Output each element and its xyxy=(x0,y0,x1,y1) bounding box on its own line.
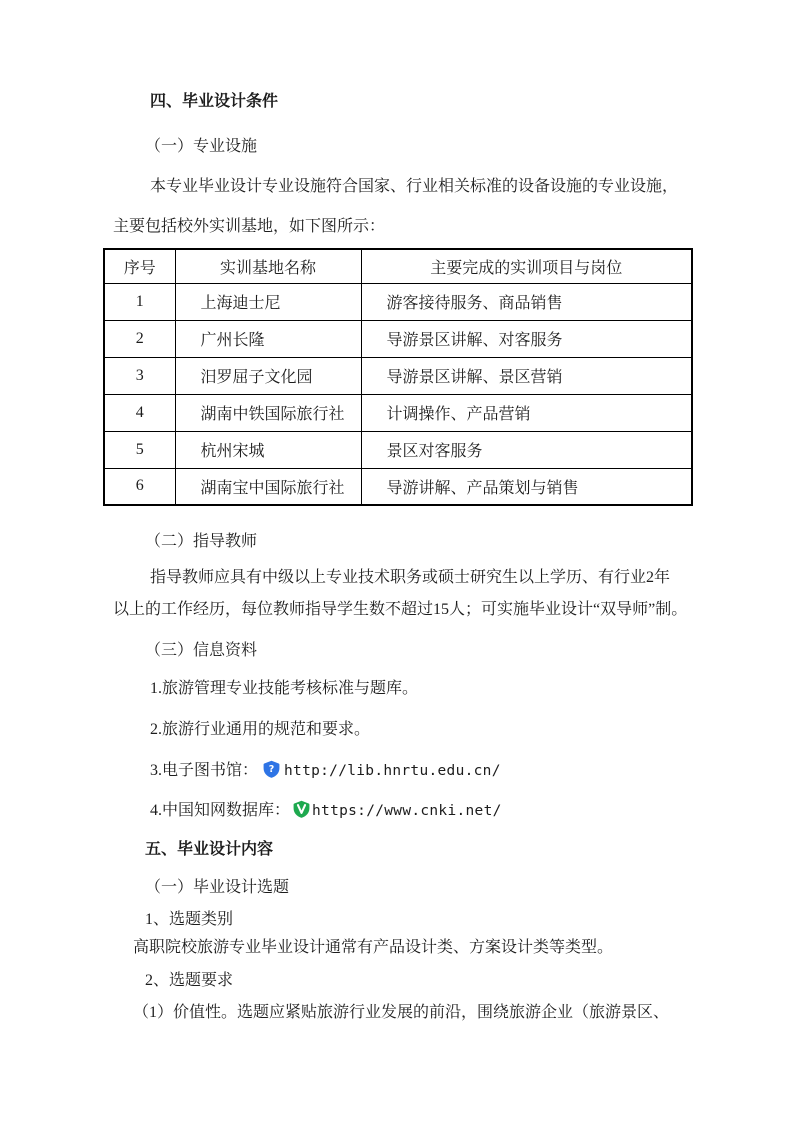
cnki-url[interactable]: https://www.cnki.net/ xyxy=(312,803,502,819)
table-row xyxy=(104,320,692,357)
facilities-heading: （一）专业设施 xyxy=(145,138,258,155)
library-url[interactable]: http://lib.hnrtu.edu.cn/ xyxy=(284,763,501,779)
projects-cell: 导游讲解、产品策划与销售 xyxy=(361,468,692,505)
table-row xyxy=(104,431,692,468)
topic-category-paragraph: 高职院校旅游专业毕业设计通常有产品设计类、方案设计类等类型。 xyxy=(133,939,614,956)
training-base-table xyxy=(103,248,693,506)
teachers-paragraph-line1: 指导教师应具有中级以上专业技术职务或硕士研究生以上学历、有行业2年 xyxy=(150,569,671,586)
info-item-3 xyxy=(150,759,501,781)
header-base-name: 实训基地名称 xyxy=(175,249,361,283)
info-item-4 xyxy=(150,799,502,821)
table-row xyxy=(104,468,692,505)
facilities-paragraph-line1: 本专业毕业设计专业设施符合国家、行业相关标准的设备设施的专业设施， xyxy=(150,178,679,195)
shield-question-icon xyxy=(262,759,281,779)
base-name-cell: 广州长隆 xyxy=(175,320,361,357)
table-row xyxy=(104,394,692,431)
projects-cell: 景区对客服务 xyxy=(361,431,692,468)
info-item-4-label: 4.中国知网数据库： xyxy=(150,802,291,819)
topic-requirement-paragraph: （1）价值性。选题应紧贴旅游行业发展的前沿，围绕旅游企业（旅游景区、 xyxy=(133,1004,670,1021)
info-item-3-label: 3.电子图书馆： xyxy=(150,762,259,779)
topic-category-heading: 1、选题类别 xyxy=(145,911,234,928)
topic-requirement-heading: 2、选题要求 xyxy=(145,972,234,989)
base-name-cell: 上海迪士尼 xyxy=(175,283,361,320)
base-name-cell: 湖南中铁国际旅行社 xyxy=(175,394,361,431)
info-heading: （三）信息资料 xyxy=(145,642,258,659)
table-row xyxy=(104,283,692,320)
header-index: 序号 xyxy=(104,249,175,283)
projects-cell: 游客接待服务、商品销售 xyxy=(361,283,692,320)
projects-cell: 导游景区讲解、景区营销 xyxy=(361,357,692,394)
teachers-paragraph-line2: 以上的工作经历，每位教师指导学生数不超过15人；可实施毕业设计“双导师”制。 xyxy=(113,601,688,618)
header-projects: 主要完成的实训项目与岗位 xyxy=(361,249,692,283)
index-cell: 1 xyxy=(104,283,175,320)
projects-cell: 计调操作、产品营销 xyxy=(361,394,692,431)
index-cell: 5 xyxy=(104,431,175,468)
info-item-1: 1.旅游管理专业技能考核标准与题库。 xyxy=(150,680,419,697)
facilities-paragraph-line2: 主要包括校外实训基地，如下图所示： xyxy=(113,218,386,235)
projects-cell: 导游景区讲解、对客服务 xyxy=(361,320,692,357)
table-row xyxy=(104,357,692,394)
section4-heading: 四、毕业设计条件 xyxy=(150,93,279,110)
svg-text:?: ? xyxy=(268,763,275,775)
section5-heading: 五、毕业设计内容 xyxy=(145,841,274,858)
teachers-heading: （二）指导教师 xyxy=(145,533,258,550)
table-header-row xyxy=(104,249,692,283)
index-cell: 4 xyxy=(104,394,175,431)
base-name-cell: 汨罗屈子文化园 xyxy=(175,357,361,394)
index-cell: 2 xyxy=(104,320,175,357)
info-item-2: 2.旅游行业通用的规范和要求。 xyxy=(150,721,371,738)
topic-heading: （一）毕业设计选题 xyxy=(145,879,290,896)
shield-check-icon xyxy=(292,799,311,819)
base-name-cell: 湖南宝中国际旅行社 xyxy=(175,468,361,505)
base-name-cell: 杭州宋城 xyxy=(175,431,361,468)
index-cell: 6 xyxy=(104,468,175,505)
index-cell: 3 xyxy=(104,357,175,394)
